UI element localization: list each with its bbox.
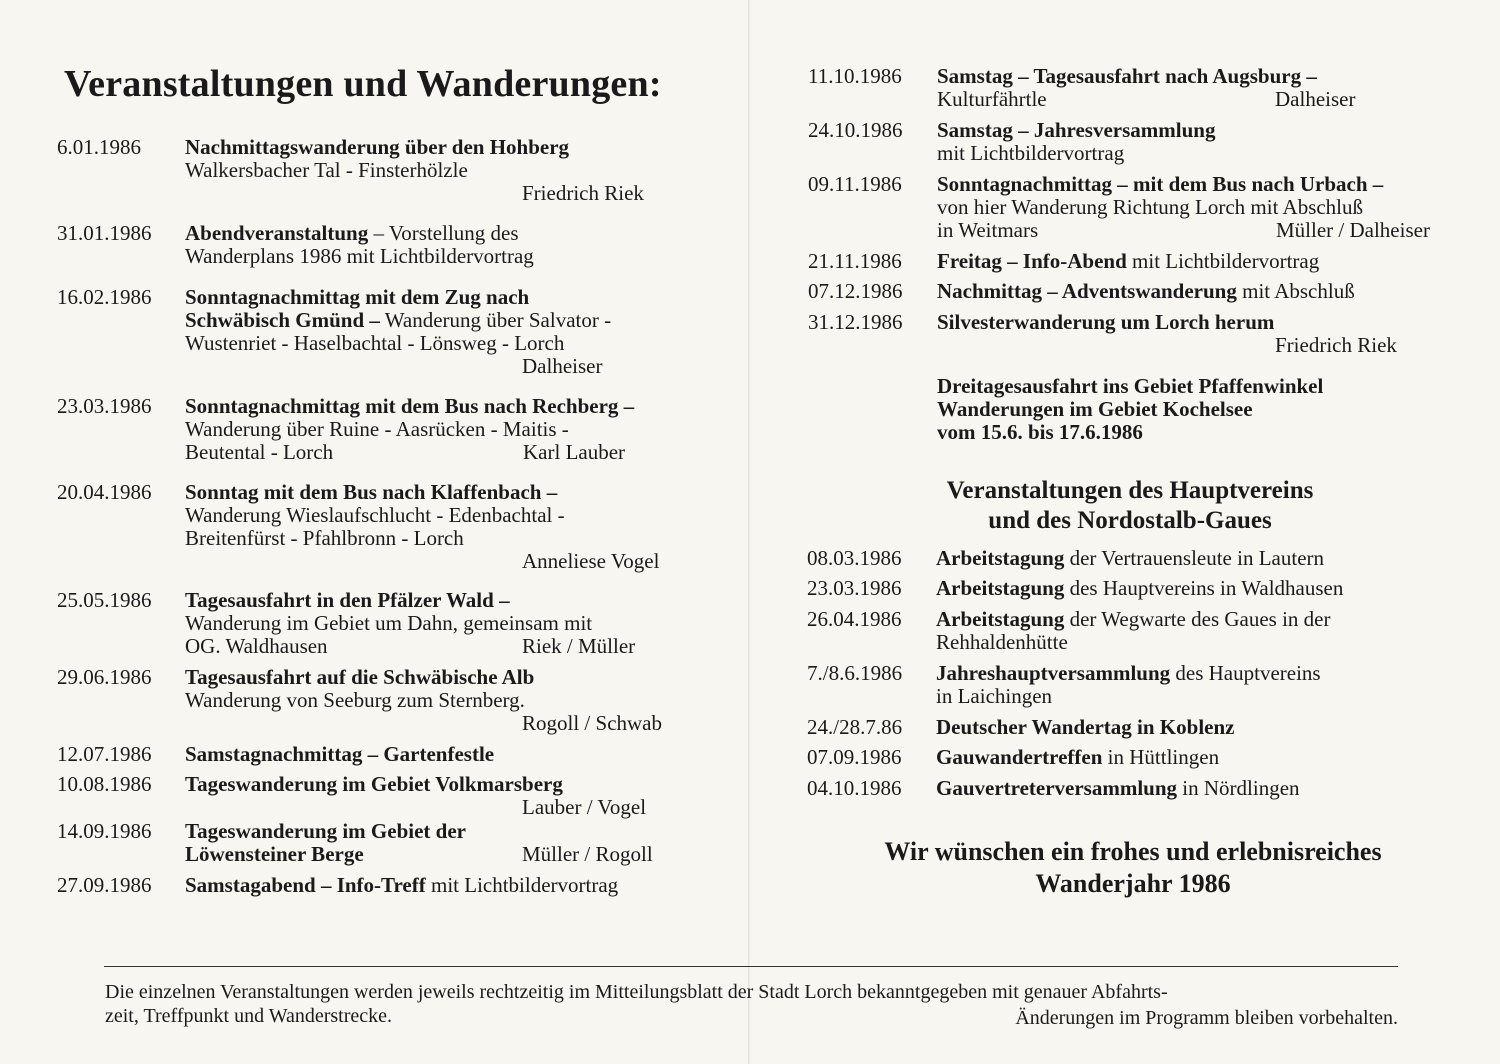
event-date: 10.08.1986	[57, 772, 152, 796]
event-leader: Karl Lauber	[523, 440, 626, 464]
event-line	[937, 311, 1274, 334]
event-text: Wanderung im Gebiet um Dahn, gemeinsam mit	[185, 611, 593, 635]
event-line	[936, 777, 1300, 800]
event-text: in Laichingen	[936, 684, 1053, 708]
footer-note-line1: Die einzelnen Veranstaltungen werden jeweils rechtzeitig im Mitteilungsblatt der Stadt Lorch bekanntgegeben mit genauer Abfahrts-	[105, 981, 1168, 1003]
event-leader: Anneliese Vogel	[522, 549, 660, 573]
event-line	[185, 418, 634, 441]
event-date: 04.10.1986	[807, 776, 902, 800]
event-line	[185, 589, 592, 612]
event-date: 23.03.1986	[807, 576, 902, 600]
event-date: 11.10.1986	[808, 64, 902, 88]
event-line	[185, 159, 569, 182]
event-text: Wanderplans 1986 mit Lichtbildervortrag	[185, 244, 534, 268]
event-date: 07.09.1986	[807, 745, 902, 769]
event-title: Freitag – Info-Abend	[937, 249, 1127, 273]
event-description	[936, 716, 1234, 739]
event-text: Wanderung über Ruine - Aasrücken - Maitis -	[185, 417, 569, 441]
event-text: Breitenfürst - Pfahlbronn - Lorch	[185, 526, 464, 550]
event-date: 21.11.1986	[808, 249, 902, 273]
event-line	[937, 280, 1355, 303]
event-title: Löwensteiner Berge	[185, 842, 364, 866]
event-leader: Lauber / Vogel	[522, 795, 647, 819]
event-text: mit Lichtbildervortrag	[937, 141, 1125, 165]
event-date: 26.04.1986	[807, 607, 902, 631]
special-trip-line: Wanderungen im Gebiet Kochelsee	[937, 397, 1253, 421]
event-text: von hier Wanderung Richtung Lorch mit Abschluß	[937, 195, 1364, 219]
event-title: Silvesterwanderung um Lorch herum	[937, 310, 1275, 334]
event-line	[936, 746, 1219, 769]
event-text: des Hauptvereins in Waldhausen	[1064, 576, 1344, 600]
event-text: OG. Waldhausen	[185, 634, 328, 658]
event-description	[185, 666, 534, 712]
footer-disclaimer: Änderungen im Programm bleiben vorbehalten.	[1015, 1007, 1398, 1029]
event-date: 08.03.1986	[807, 546, 902, 570]
event-description	[185, 222, 534, 268]
event-date: 24.10.1986	[808, 118, 903, 142]
event-description	[937, 65, 1317, 111]
event-title: Sonntag mit dem Bus nach Klaffenbach –	[185, 480, 558, 504]
event-line	[185, 612, 592, 635]
event-title: Samstag – Jahresversammlung	[937, 118, 1216, 142]
event-title: Sonntagnachmittag – mit dem Bus nach Urbach –	[937, 172, 1384, 196]
event-description	[936, 662, 1321, 708]
event-title: Gauwandertreffen	[936, 745, 1103, 769]
event-description	[937, 311, 1274, 334]
event-title: Abendveranstaltung	[185, 221, 369, 245]
event-description	[185, 481, 565, 550]
event-description	[185, 286, 611, 355]
event-text: Rehhaldenhütte	[936, 630, 1068, 654]
event-title: Nachmittagswanderung über den Hohberg	[185, 135, 570, 159]
event-line	[185, 874, 618, 897]
event-title: Sonntagnachmittag mit dem Bus nach Rechberg –	[185, 394, 635, 418]
event-date: 12.07.1986	[57, 742, 152, 766]
event-title: Tageswanderung im Gebiet der	[185, 819, 466, 843]
event-title: Tagesausfahrt in den Pfälzer Wald –	[185, 588, 510, 612]
page-title: Veranstaltungen und Wanderungen:	[64, 63, 662, 105]
event-description	[185, 820, 466, 866]
event-description	[185, 773, 563, 796]
event-text: Beutental - Lorch	[185, 440, 334, 464]
event-text: mit Lichtbildervortrag	[425, 873, 619, 897]
event-title: Samstag – Tagesausfahrt nach Augsburg –	[937, 64, 1317, 88]
event-line	[936, 685, 1321, 708]
event-line	[185, 222, 534, 245]
event-leader: Riek / Müller	[522, 634, 636, 658]
event-line	[185, 504, 565, 527]
event-line	[185, 309, 611, 332]
event-text: Wustenriet - Haselbachtal - Lönsweg - Lorch	[185, 331, 565, 355]
closing-line: Wanderjahr 1986	[1035, 869, 1231, 898]
event-leader: Friedrich Riek	[522, 181, 644, 205]
event-line	[185, 136, 569, 159]
event-text: in Hüttlingen	[1102, 745, 1220, 769]
page-fold	[748, 0, 750, 1064]
event-title: Deutscher Wandertag in Koblenz	[936, 715, 1235, 739]
event-text: Wanderung über Salvator -	[379, 308, 612, 332]
event-leader: Müller / Rogoll	[522, 842, 653, 866]
footer-note-line2: zeit, Treffpunkt und Wanderstrecke.	[105, 1005, 393, 1027]
event-description	[936, 577, 1343, 600]
event-description	[937, 250, 1319, 273]
closing-wish	[820, 836, 1446, 900]
event-title: Tagesausfahrt auf die Schwäbische Alb	[185, 665, 535, 689]
event-description	[185, 874, 618, 897]
event-line	[937, 250, 1319, 273]
event-line	[185, 527, 565, 550]
event-title: Nachmittag – Adventswanderung	[937, 279, 1237, 303]
event-date: 27.09.1986	[57, 873, 152, 897]
event-line	[936, 716, 1234, 739]
event-line	[937, 119, 1215, 142]
event-date: 25.05.1986	[57, 588, 152, 612]
event-title: Arbeitstagung	[936, 607, 1065, 631]
event-title: Arbeitstagung	[936, 546, 1065, 570]
event-description	[936, 746, 1219, 769]
event-text: der Wegwarte des Gaues in der	[1064, 607, 1331, 631]
event-date: 07.12.1986	[808, 279, 903, 303]
event-text: der Vertrauensleute in Lautern	[1064, 546, 1325, 570]
event-line	[185, 332, 611, 355]
event-date: 6.01.1986	[57, 135, 141, 159]
event-line	[936, 662, 1321, 685]
event-text: mit Abschluß	[1236, 279, 1355, 303]
event-line	[937, 142, 1215, 165]
event-text: Wanderung Wieslaufschlucht - Edenbachtal -	[185, 503, 565, 527]
section-title-line: und des Nordostalb-Gaues	[988, 507, 1272, 534]
event-date: 7./8.6.1986	[807, 661, 903, 685]
event-title: Samstagnachmittag – Gartenfestle	[185, 742, 495, 766]
hauptverein-section-title	[880, 476, 1380, 536]
event-line	[185, 286, 611, 309]
event-leader: Dalheiser	[1275, 87, 1356, 111]
event-text: des Hauptvereins	[1170, 661, 1321, 685]
event-text: – Vorstellung des	[368, 221, 519, 245]
event-description	[185, 136, 569, 182]
event-date: 23.03.1986	[57, 394, 152, 418]
section-title-line: Veranstaltungen des Hauptvereins	[946, 477, 1314, 504]
event-line	[185, 395, 634, 418]
event-date: 14.09.1986	[57, 819, 152, 843]
closing-line: Wir wünschen ein frohes und erlebnisreiches	[884, 837, 1382, 866]
event-title: Arbeitstagung	[936, 576, 1065, 600]
event-title: Jahreshauptversammlung	[936, 661, 1171, 685]
event-description	[185, 743, 494, 766]
event-text: mit Lichtbildervortrag	[1126, 249, 1320, 273]
event-leader: Friedrich Riek	[1275, 333, 1397, 357]
event-line	[185, 689, 534, 712]
event-date: 20.04.1986	[57, 480, 152, 504]
event-line	[936, 608, 1331, 631]
event-date: 24./28.7.86	[807, 715, 903, 739]
event-date: 31.01.1986	[57, 221, 152, 245]
event-line	[936, 631, 1331, 654]
event-text: Wanderung von Seeburg zum Sternberg.	[185, 688, 525, 712]
event-text: in Weitmars	[937, 218, 1039, 242]
event-line	[936, 577, 1343, 600]
event-leader: Dalheiser	[522, 354, 603, 378]
event-line	[185, 743, 494, 766]
event-line	[185, 843, 466, 866]
event-line	[185, 245, 534, 268]
event-date: 29.06.1986	[57, 665, 152, 689]
event-leader: Müller / Dalheiser	[1276, 218, 1430, 242]
event-text: Walkersbacher Tal - Finsterhölzle	[185, 158, 468, 182]
event-title: Gauvertreterversammlung	[936, 776, 1178, 800]
event-line	[185, 820, 466, 843]
event-line	[937, 173, 1383, 196]
event-date: 09.11.1986	[808, 172, 902, 196]
event-date: 31.12.1986	[808, 310, 903, 334]
event-line	[937, 65, 1317, 88]
event-description	[937, 119, 1215, 165]
event-text: Kulturfährtle	[937, 87, 1047, 111]
event-title: Samstagabend – Info-Treff	[185, 873, 426, 897]
event-title: Tageswanderung im Gebiet Volkmarsberg	[185, 772, 563, 796]
event-leader: Rogoll / Schwab	[522, 711, 662, 735]
event-line	[937, 196, 1383, 219]
event-description	[936, 547, 1324, 570]
event-text: in Nördlingen	[1177, 776, 1300, 800]
event-line	[937, 88, 1317, 111]
event-description	[937, 280, 1355, 303]
footer-divider	[104, 966, 1398, 967]
event-description	[936, 777, 1300, 800]
event-line	[185, 666, 534, 689]
event-line	[936, 547, 1324, 570]
event-date: 16.02.1986	[57, 285, 152, 309]
event-line	[185, 773, 563, 796]
event-description	[936, 608, 1331, 654]
special-trip-line: Dreitagesausfahrt ins Gebiet Pfaffenwinkel	[937, 374, 1324, 398]
special-trip-line: vom 15.6. bis 17.6.1986	[937, 420, 1143, 444]
event-title: Schwäbisch Gmünd –	[185, 308, 380, 332]
event-title: Sonntagnachmittag mit dem Zug nach	[185, 285, 530, 309]
event-line	[185, 481, 565, 504]
